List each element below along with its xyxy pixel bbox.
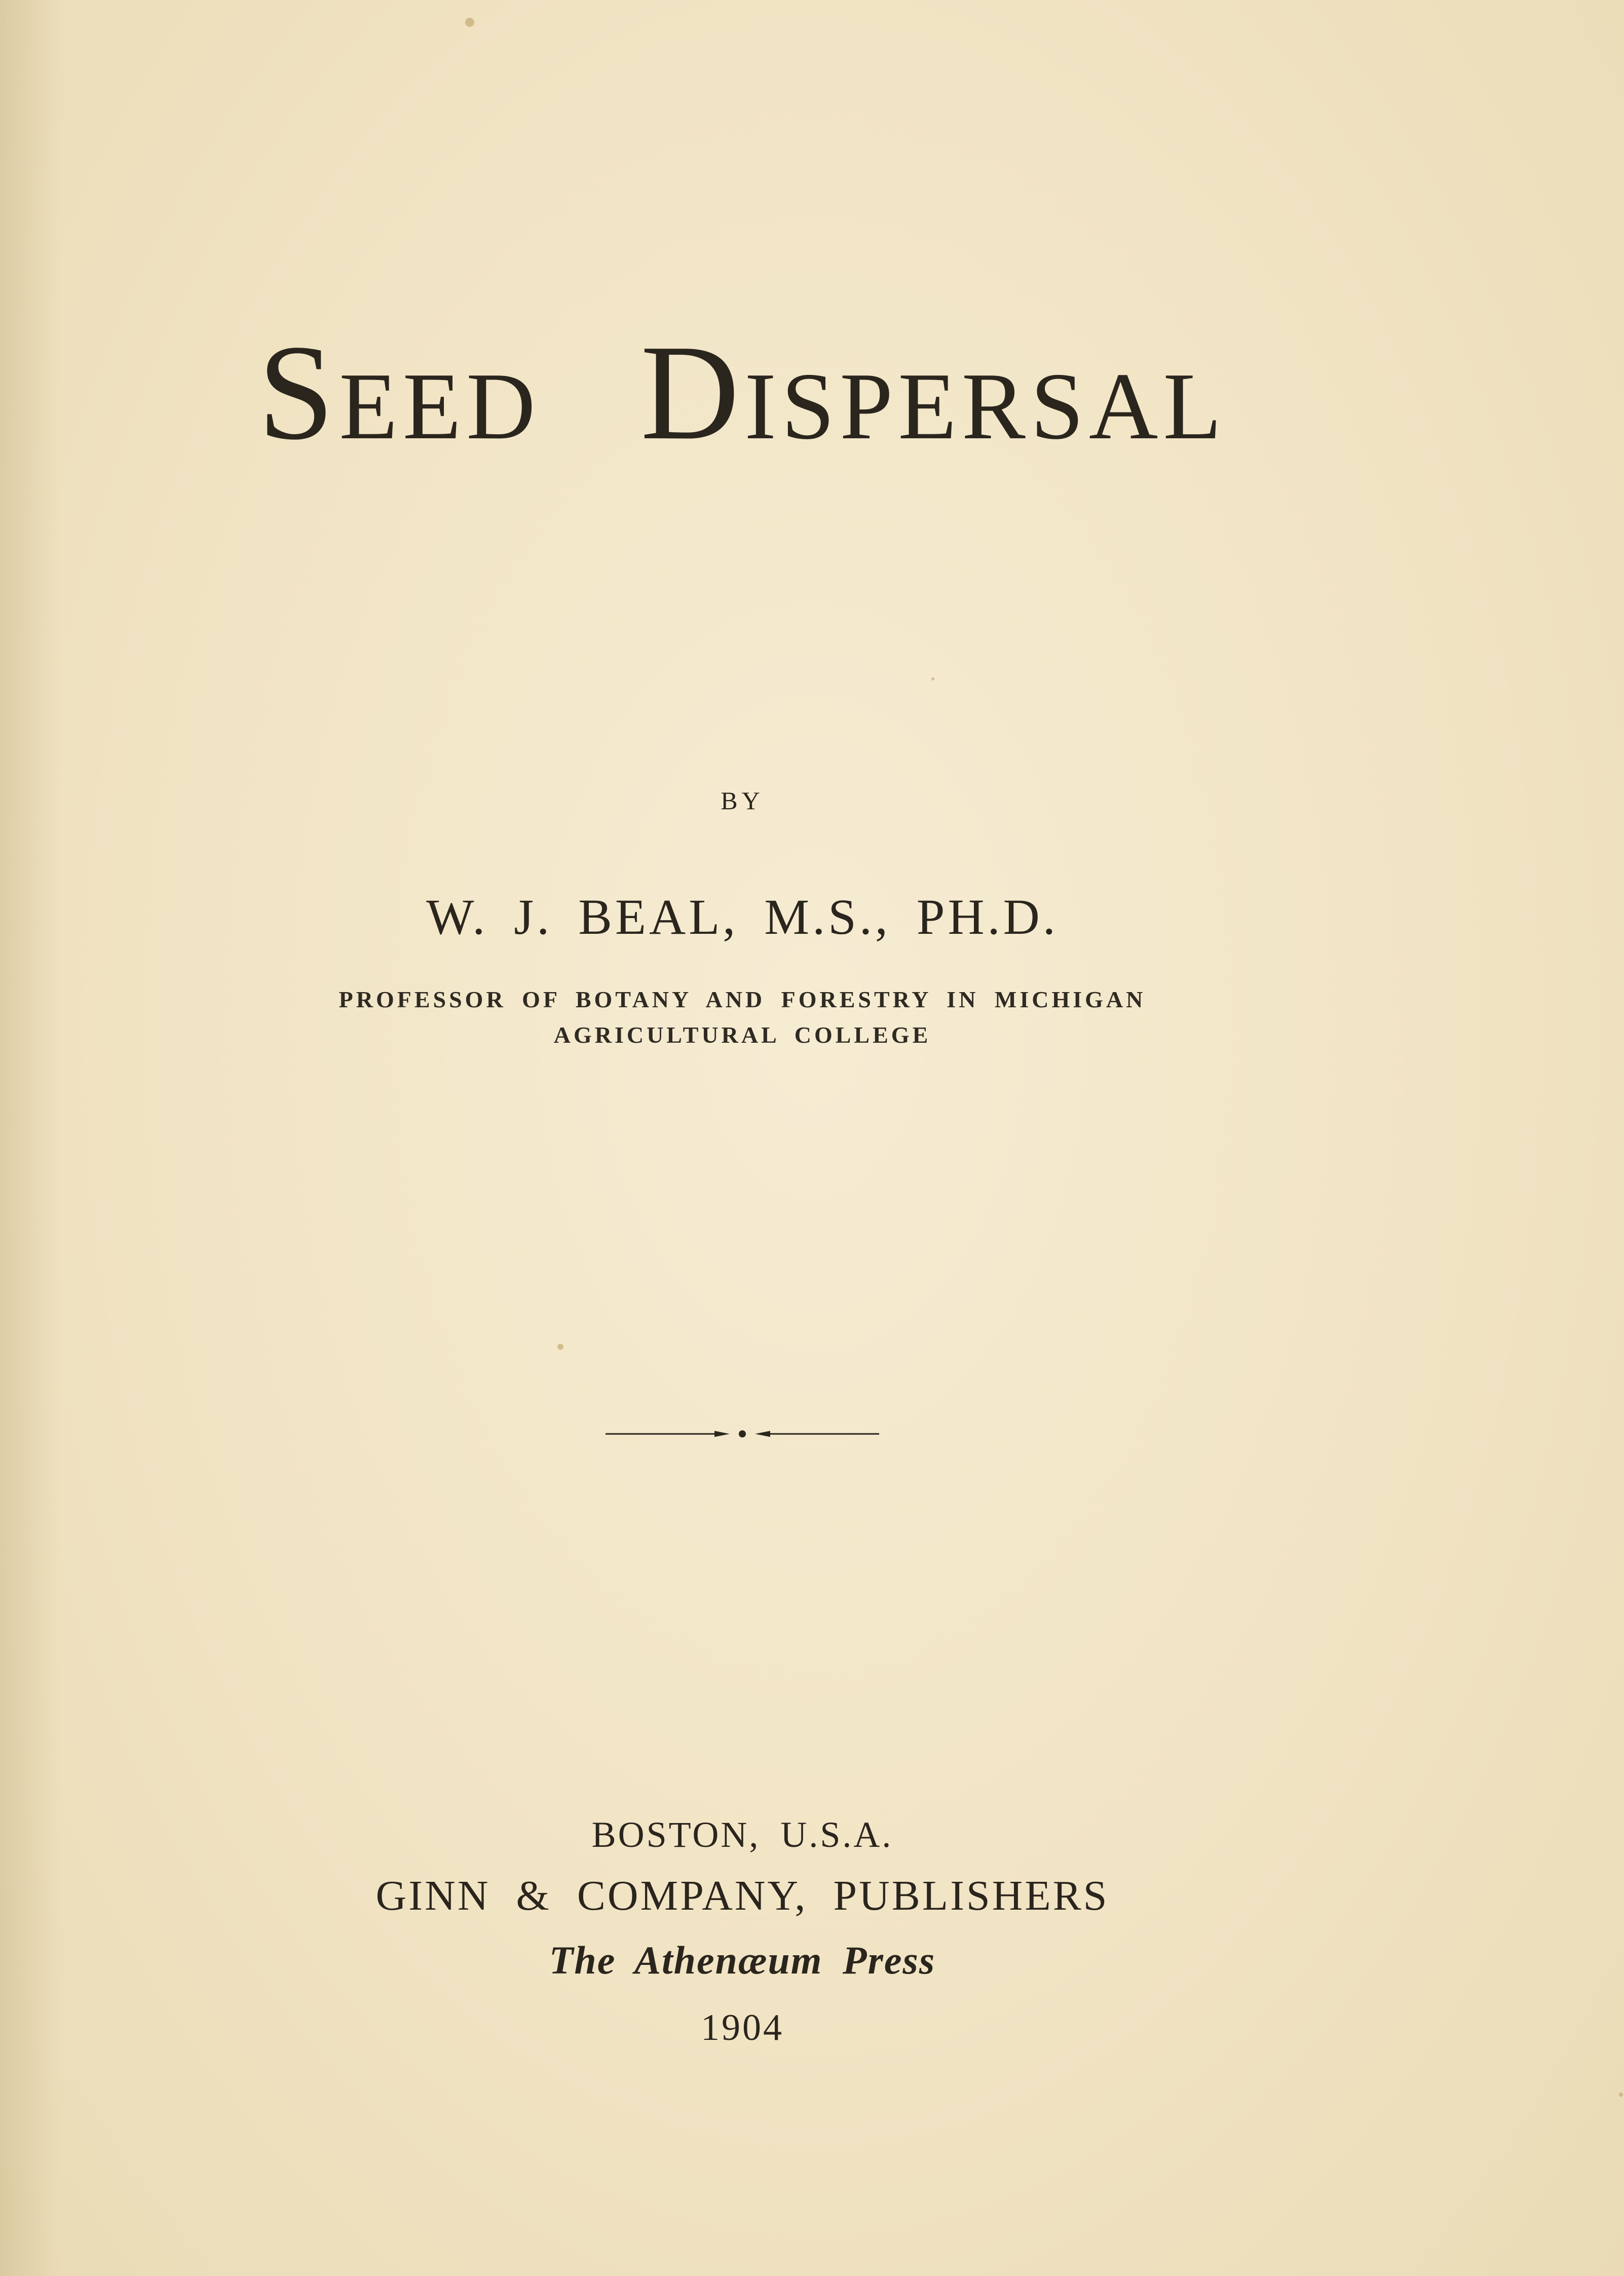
book-title: Seed Dispersal: [258, 317, 1227, 468]
paper-speck: [557, 1344, 563, 1350]
imprint-publisher: GINN & COMPANY, PUBLISHERS: [375, 1872, 1109, 1919]
author-affiliation-line2: AGRICULTURAL COLLEGE: [553, 1022, 931, 1048]
byline-by: BY: [721, 786, 764, 815]
imprint-press: The Athenæum Press: [549, 1938, 936, 1982]
paper-speck: [465, 18, 474, 27]
paper-speck: [1619, 2093, 1623, 2097]
imprint-city: BOSTON, U.S.A.: [591, 1814, 893, 1855]
author-name: W. J. BEAL, M.S., PH.D.: [426, 889, 1059, 945]
paper-speck: [931, 677, 934, 680]
author-affiliation-line1: PROFESSOR OF BOTANY AND FORESTRY IN MICHIGAN: [338, 987, 1146, 1012]
imprint-year: 1904: [701, 2007, 784, 2049]
decorative-rule-ornament: [606, 1424, 879, 1444]
